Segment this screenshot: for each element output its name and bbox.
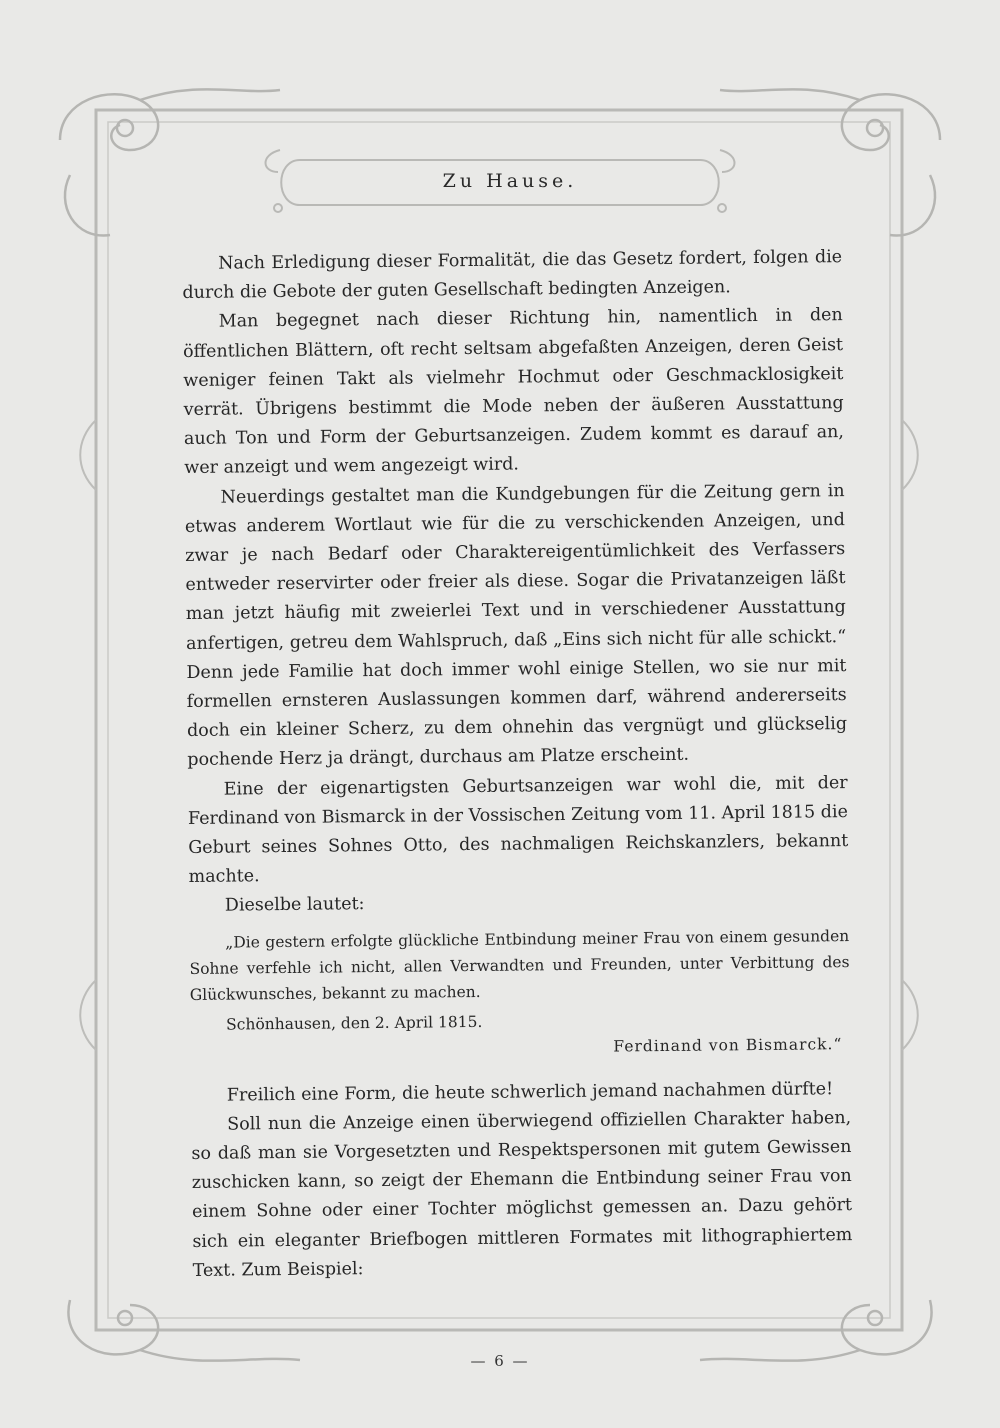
paragraph-2: Man begegnet nach dieser Richtung hin, namentlich in den öffentlichen Blättern, oft recht seltsam abgefaßten Anzeigen, deren Geist weniger feinen Takt als vielmehr Hochmut oder Geschmacklosigkeit verrät. Übrigens bestimmt die Mode neben der äußeren Ausstattung auch Ton und Form der Geburtsanzeigen. Zudem kommt es darauf an, wer anzeigt und wem angezeigt wird. <box>182 305 845 479</box>
paragraph-7: Soll nun die Anzeige einen überwiegend offiziellen Charakter haben, so daß man sie Vorgesetzten und Respektspersonen mit gutem Gewissen zuschicken kann, so zeigt der Ehemann die Entbindung seiner Frau von einem Sohne oder einer Tochter möglichst gemessen an. Dazu gehört sich ein eleganter Briefbogen mittleren Formates mit lithographiertem Text. Zum Beispiel: <box>191 1107 853 1281</box>
quote-place-date: Schönhausen, den 2. April 1815. <box>226 1012 483 1034</box>
side-ornament-right <box>902 420 918 1050</box>
page-number: — 6 — <box>470 1352 530 1370</box>
paragraph-5: Dieselbe lautet: <box>224 894 365 917</box>
paragraph-6: Freilich eine Form, die heute schwerlich jemand nachahmen dürfte! <box>226 1078 834 1106</box>
quoted-announcement: „Die gestern erfolgte glückliche Entbindung meiner Frau von einem gesunden Sohne verfehle ich nicht, allen Verwandten und Freunden, unter Verbittung des Glückwunsches, bekannt zu machen. <box>189 926 850 1004</box>
quote-signature: Ferdinand von Bismarck.“ <box>613 1034 843 1056</box>
side-ornament-left <box>80 420 96 1050</box>
page-title: Zu Hause. <box>442 170 578 192</box>
paragraph-4: Eine der eigenartigsten Geburtsanzeigen war wohl die, mit der Ferdinand von Bismarck in der Vossischen Zeitung vom 11. April 1815 die Geburt seines Sohnes Otto, des nachmaligen Reichskanzlers, bekannt machte. <box>187 772 849 888</box>
paragraph-1: Nach Erledigung dieser Formalität, die das Gesetz fordert, folgen die durch die Gebote der guten Gesellschaft bedingten Anzeigen. <box>182 247 843 304</box>
body-text <box>182 243 853 1286</box>
paragraph-3: Neuerdings gestaltet man die Kundgebungen für die Zeitung gern in etwas anderem Wortlaut wie für die zu verschickenden Anzeigen, und zwar je nach Bedarf oder Charaktereigentümlichkeit des Verfassers entweder reservirter oder freier als diese. Sogar die Privatanzeigen läßt man jetzt häufig mit zweierlei Text und in verschiedener Ausstattung anfertigen, getreu dem Wahlspruch, daß „Eins sich nicht für alle schickt.“ Denn jede Familie hat doch immer wohl einige Stellen, wo sie nur mit formellen ernsteren Auslassungen kommen darf, während andererseits doch ein kleiner Scherz, zu dem ohnehin das vergnügt und glückselig pochende Herz ja drängt, durchaus am Platze erscheint. <box>184 480 848 771</box>
